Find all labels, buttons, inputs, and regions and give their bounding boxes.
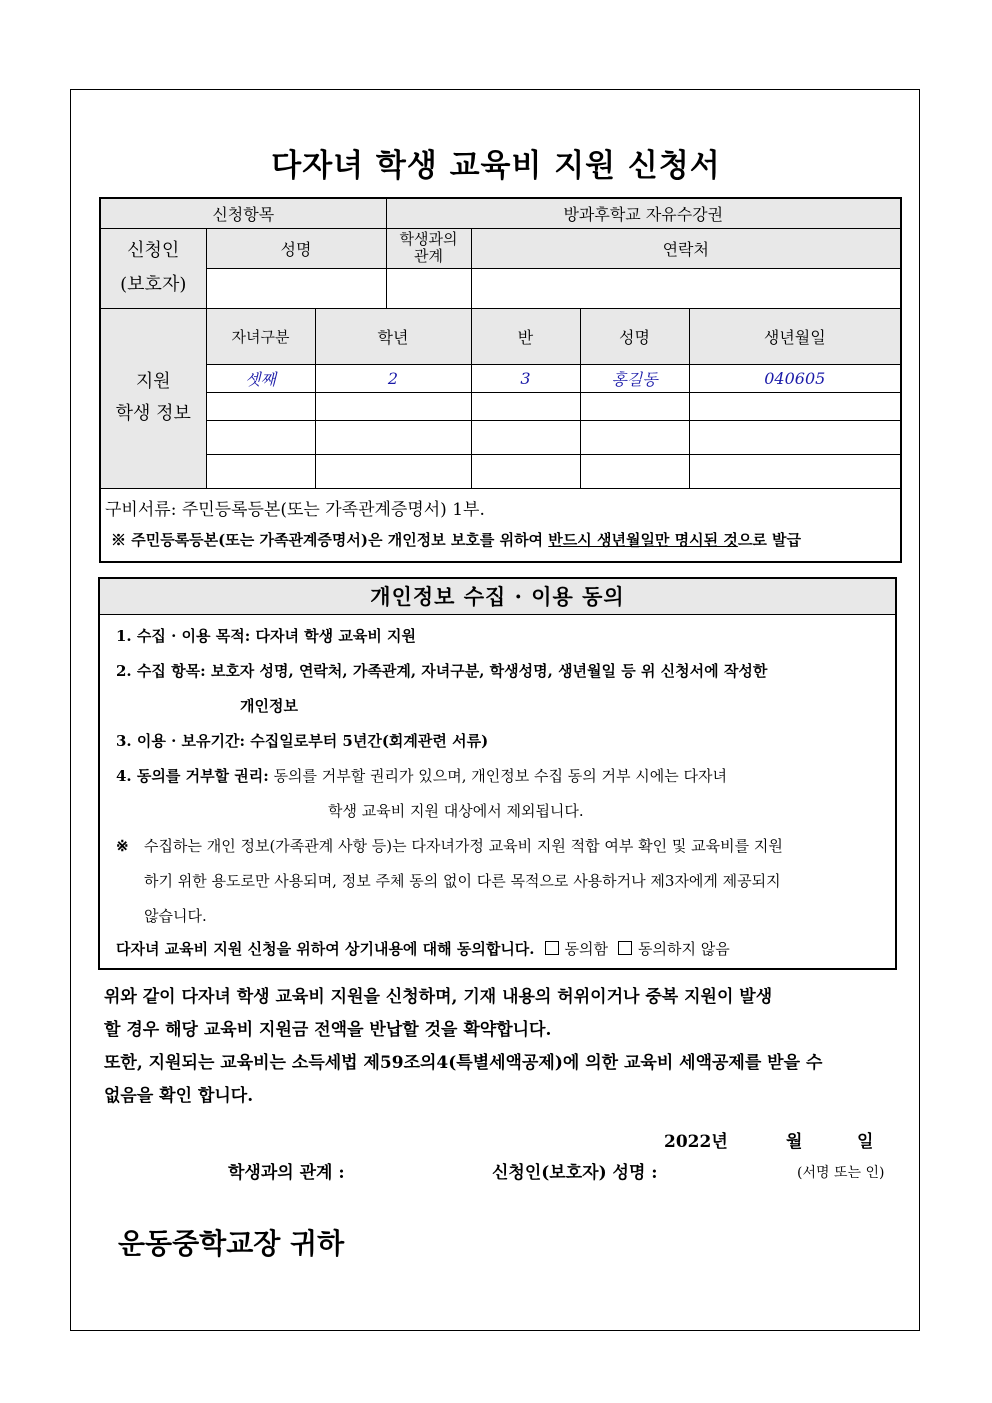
class-cell[interactable] <box>471 454 580 488</box>
date-month: 월 <box>786 1132 803 1152</box>
required-documents <box>100 488 901 562</box>
privacy-consent-box <box>98 577 897 970</box>
application-item-value: 방과후학교 자유수강권 <box>386 198 901 228</box>
date-year: 2022년 <box>664 1132 728 1152</box>
date-day: 일 <box>857 1132 874 1152</box>
relation-field[interactable] <box>386 268 471 308</box>
consent-item-refusal <box>116 759 881 794</box>
agree-checkbox[interactable] <box>545 941 559 955</box>
student-info-label-line1: 지원 <box>135 371 171 392</box>
grade-cell[interactable]: 2 <box>315 364 471 392</box>
refusal-label: 4. 동의를 거부할 권리: <box>116 767 269 785</box>
student-row <box>100 454 901 488</box>
birthdate-cell[interactable]: 040605 <box>689 364 901 392</box>
student-name-cell[interactable] <box>580 420 689 454</box>
student-info-label <box>100 308 206 488</box>
birthdate-cell[interactable] <box>689 420 901 454</box>
refusal-text: 동의를 거부할 권리가 있으며, 개인정보 수집 동의 거부 시에는 다자녀 <box>268 767 727 785</box>
student-row <box>100 420 901 454</box>
agree-statement: 다자녀 교육비 지원 신청을 위하여 상기내용에 대해 동의합니다. <box>116 940 535 958</box>
relation-header <box>386 228 471 268</box>
child-order-cell[interactable] <box>206 420 315 454</box>
consent-agree-line <box>116 932 881 967</box>
birthdate-header: 생년월일 <box>689 308 901 364</box>
pledge-line2: 할 경우 해당 교육비 지원금 전액을 반납할 것을 확약합니다. <box>104 1020 552 1040</box>
student-name-cell[interactable]: 홍길동 <box>580 364 689 392</box>
applicant-signature-label: 신청인(보호자) 성명 : <box>492 1163 658 1183</box>
contact-field[interactable] <box>471 268 901 308</box>
consent-note-line2: 하기 위한 용도로만 사용되며, 정보 주체 동의 없이 다른 목적으로 사용하거나 제3자에게 제공되지 <box>144 872 781 890</box>
consent-note-line1: 수집하는 개인 정보(가족관계 사항 등)는 다자녀가정 교육비 지원 적합 여부 확인 및 교육비를 지원 <box>144 837 783 855</box>
child-order-header: 자녀구분 <box>206 308 315 364</box>
student-row <box>100 364 901 392</box>
docs-note-prefix: ※ 주민등록등본(또는 가족관계증명서)은 개인정보 보호를 위하여 <box>111 530 549 549</box>
grade-cell[interactable] <box>315 454 471 488</box>
docs-note-suffix: 으로 발급 <box>737 530 802 549</box>
consent-item-refusal-cont: 학생 교육비 지원 대상에서 제외됩니다. <box>328 802 584 820</box>
consent-heading: 개인정보 수집 · 이용 동의 <box>100 579 895 615</box>
contact-header: 연락처 <box>471 228 901 268</box>
student-row <box>100 392 901 420</box>
birthdate-cell[interactable] <box>689 392 901 420</box>
note-mark: ※ <box>116 837 129 855</box>
recipient: 운동중학교장 귀하 <box>118 1227 345 1260</box>
birthdate-cell[interactable] <box>689 454 901 488</box>
class-cell[interactable]: 3 <box>471 364 580 392</box>
agree-option-label: 동의함 <box>564 940 609 958</box>
consent-item-fields: 2. 수집 항목: 보호자 성명, 연락처, 가족관계, 자녀구분, 학생성명, 생년월일 등 위 신청서에 작성한 <box>116 662 768 680</box>
sign-note: (서명 또는 인) <box>797 1165 885 1181</box>
consent-item-retention: 3. 이용 · 보유기간: 수집일로부터 5년간(회계관련 서류) <box>116 732 489 750</box>
class-header: 반 <box>471 308 580 364</box>
disagree-option-label: 동의하지 않음 <box>638 940 730 958</box>
student-info-label-line2: 학생 정보 <box>115 403 191 424</box>
pledge-line1: 위와 같이 다자녀 학생 교육비 지원을 신청하며, 기재 내용의 허위이거나 중복 지원이 발생 <box>104 987 773 1007</box>
application-item-label: 신청항목 <box>100 198 386 228</box>
class-cell[interactable] <box>471 420 580 454</box>
applicant-label <box>100 228 206 308</box>
required-documents-note <box>105 525 896 555</box>
applicant-name-header: 성명 <box>206 228 386 268</box>
relation-header-line1: 학생과의 <box>399 230 458 248</box>
disagree-checkbox[interactable] <box>618 941 632 955</box>
child-order-cell[interactable] <box>206 454 315 488</box>
consent-item-fields-cont: 개인정보 <box>240 697 298 715</box>
pledge-line3: 또한, 지원되는 교육비는 소득세법 제59조의4(특별세액공제)에 의한 교육비 세액공제를 받을 수 <box>104 1053 823 1073</box>
grade-header: 학년 <box>315 308 471 364</box>
consent-note-line3: 않습니다. <box>144 907 207 925</box>
consent-item-purpose: 1. 수집 · 이용 목적: 다자녀 학생 교육비 지원 <box>116 627 417 645</box>
relation-header-line2: 관계 <box>414 247 443 265</box>
relation-signature-label: 학생과의 관계 : <box>228 1163 345 1183</box>
required-documents-line: 구비서류: 주민등록등본(또는 가족관계증명서) 1부. <box>105 499 485 520</box>
student-name-cell[interactable] <box>580 454 689 488</box>
application-table <box>99 197 902 563</box>
applicant-name-field[interactable] <box>206 268 386 308</box>
form-title: 다자녀 학생 교육비 지원 신청서 <box>271 148 721 184</box>
grade-cell[interactable] <box>315 420 471 454</box>
student-name-cell[interactable] <box>580 392 689 420</box>
child-order-cell[interactable]: 셋째 <box>206 364 315 392</box>
docs-note-underline: 반드시 생년월일만 명시된 것 <box>548 530 738 549</box>
applicant-label-line2: (보호자) <box>120 274 187 295</box>
child-order-cell[interactable] <box>206 392 315 420</box>
class-cell[interactable] <box>471 392 580 420</box>
applicant-label-line1: 신청인 <box>127 240 180 261</box>
student-name-header: 성명 <box>580 308 689 364</box>
pledge-line4: 없음을 확인 합니다. <box>104 1086 254 1106</box>
grade-cell[interactable] <box>315 392 471 420</box>
